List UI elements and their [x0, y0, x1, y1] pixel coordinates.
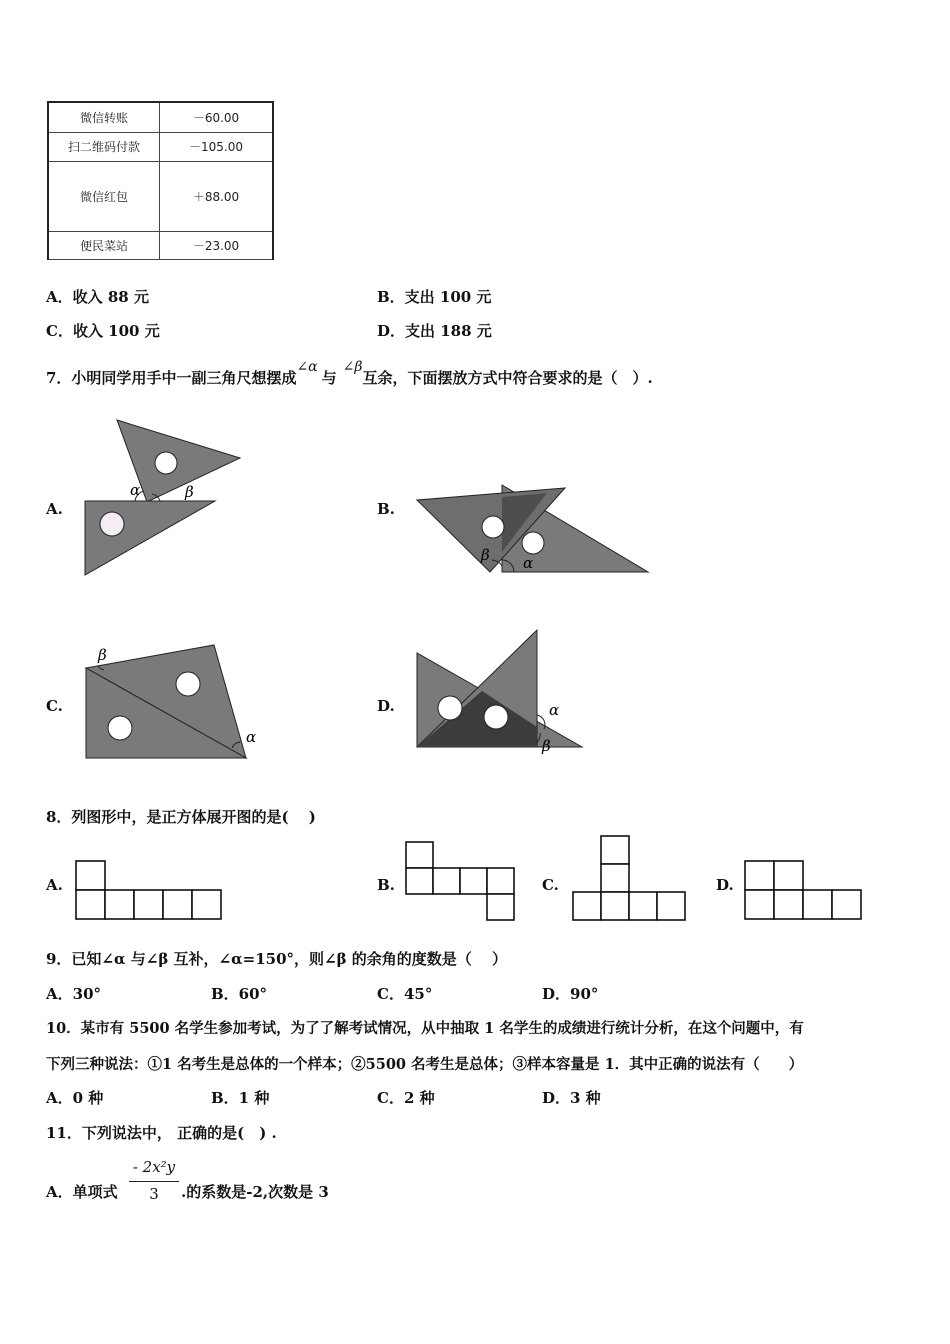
q8-net-a — [74, 858, 226, 922]
q11-stem: 11．下列说法中， 正确的是( ) . — [46, 1124, 277, 1142]
q7-stem — [46, 359, 653, 388]
hole — [438, 696, 462, 720]
q8-label-a[interactable]: A. — [46, 876, 63, 894]
q7-text-2: 与 — [321, 369, 337, 387]
q8-label-b[interactable]: B. — [377, 876, 395, 894]
q6-option-b[interactable]: B．支出 100 元 — [377, 288, 492, 306]
q7-label-b[interactable]: B. — [377, 500, 395, 518]
q8-net-d — [743, 858, 867, 922]
q9-stem: 9．已知∠α 与∠β 互补，∠α=150°，则∠β 的余角的度数是（ ） — [46, 950, 507, 968]
q9-option-c[interactable]: C．45° — [377, 985, 433, 1003]
q11-option-a-prefix[interactable]: A．单项式 — [46, 1183, 118, 1201]
table-cell: 扫二维码付款 — [48, 132, 160, 161]
alpha-label: α — [130, 481, 141, 499]
table-cell: 便民菜站 — [48, 231, 160, 259]
q8-label-c[interactable]: C. — [542, 876, 559, 894]
q9-option-d[interactable]: D．90° — [542, 985, 599, 1003]
q10-option-b[interactable]: B．1 种 — [211, 1089, 270, 1107]
hole — [100, 512, 124, 536]
beta-label: β — [98, 646, 107, 664]
q10-stem-line1: 10．某市有 5500 名学生参加考试，为了了解考试情况，从中抽取 1 名学生的成绩进行统计分析，在这个问题中，有 — [46, 1020, 804, 1037]
hole — [482, 516, 504, 538]
hole — [155, 452, 177, 474]
q10-option-a[interactable]: A．0 种 — [46, 1089, 104, 1107]
q7-label-d[interactable]: D. — [377, 697, 395, 715]
q7-angle-alpha: ∠α — [296, 359, 318, 375]
q7-label-c[interactable]: C. — [46, 697, 63, 715]
q6-option-d[interactable]: D．支出 188 元 — [377, 322, 492, 340]
q11-fraction-denominator: 3 — [149, 1185, 159, 1203]
table-cell: －23.00 — [160, 231, 274, 259]
q7-figure-a — [80, 415, 250, 580]
q7-label-a[interactable]: A. — [46, 500, 63, 518]
q11-fraction-bar — [129, 1181, 179, 1182]
q7-figure-d — [412, 625, 592, 757]
hole — [108, 716, 132, 740]
q10-stem-line2: 下列三种说法：①1 名考生是总体的一个样本；②5500 名考生是总体；③样本容量是 1．其中正确的说法有（ ） — [46, 1056, 804, 1073]
alpha-label: α — [549, 701, 560, 719]
q8-net-b — [404, 840, 516, 922]
q9-option-a[interactable]: A．30° — [46, 985, 102, 1003]
table-cell: －105.00 — [160, 132, 274, 161]
q7-angle-beta: ∠β — [342, 359, 363, 375]
hole — [522, 532, 544, 554]
q6-option-a[interactable]: A．收入 88 元 — [46, 288, 149, 306]
table-cell: ＋88.00 — [160, 161, 274, 231]
q11-option-a-suffix: .的系数是-2,次数是 3 — [181, 1183, 329, 1201]
q8-stem: 8．列图形中，是正方体展开图的是( ) — [46, 808, 316, 826]
q9-option-b[interactable]: B．60° — [211, 985, 268, 1003]
set-square-bottom — [85, 501, 215, 575]
payment-table — [47, 101, 274, 260]
hole — [484, 705, 508, 729]
q11-fraction-numerator: - 2x²y — [132, 1158, 176, 1176]
table-cell: －60.00 — [160, 102, 274, 132]
q6-option-c[interactable]: C．收入 100 元 — [46, 322, 160, 340]
hole — [176, 672, 200, 696]
beta-label: β — [481, 546, 490, 564]
alpha-label: α — [246, 728, 257, 746]
q7-figure-c — [80, 640, 260, 765]
q7-text-3: 互余，下面摆放方式中符合要求的是（ ）. — [362, 369, 653, 387]
table-cell: 微信红包 — [48, 161, 160, 231]
beta-label: β — [542, 737, 551, 755]
q8-label-d[interactable]: D. — [716, 876, 734, 894]
table-cell: 微信转账 — [48, 102, 160, 132]
q10-option-c[interactable]: C．2 种 — [377, 1089, 435, 1107]
beta-label: β — [185, 483, 194, 501]
q10-option-d[interactable]: D．3 种 — [542, 1089, 601, 1107]
alpha-label: α — [523, 554, 534, 572]
q8-net-c — [571, 834, 689, 922]
q7-text-1: 7．小明同学用手中一副三角尺想摆成 — [46, 369, 297, 387]
q7-figure-b — [410, 480, 655, 580]
